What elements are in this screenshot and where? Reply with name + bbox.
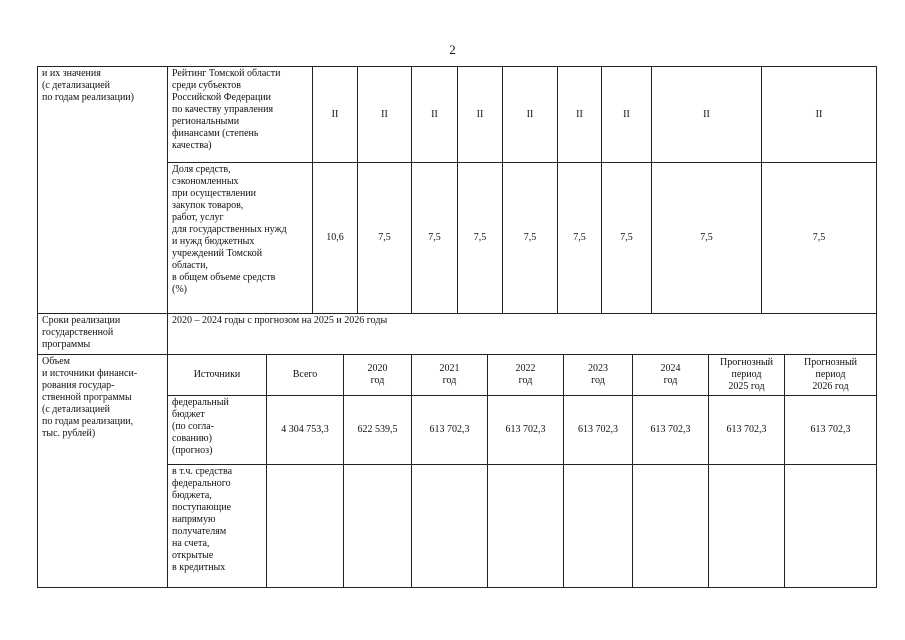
federal-direct-2026-cell [784,464,877,588]
federal-2020-cell: 622 539,5 [343,395,412,465]
federal-2023-cell: 613 702,3 [563,395,633,465]
rating-2023-cell: II [457,66,503,163]
federal-2021-cell: 613 702,3 [411,395,488,465]
funding-header-2020: 2020 год [343,354,412,396]
terms-label-cell: Сроки реализации государственной программы [37,313,168,355]
federal-2022-cell: 613 702,3 [487,395,564,465]
federal-2024-cell: 613 702,3 [632,395,709,465]
savings-indicator-cell: Доля средств, сэкономленных при осуществлении закупок товаров, работ, услуг для государственных нужд и нужд бюджетных учреждений Томской области, в общем объеме средств (%) [167,162,313,314]
rating-extra2-cell: II [761,66,877,163]
savings-2024-cell: 7,5 [502,162,558,314]
page-number: 2 [449,42,456,57]
funding-header-2023: 2023 год [563,354,633,396]
rating-extra1-cell: II [651,66,762,163]
savings-extra2-cell: 7,5 [761,162,877,314]
federal-direct-2021-cell [411,464,488,588]
rating-2021-cell: II [357,66,412,163]
rating-indicator-cell: Рейтинг Томской области среди субъектов Российской Федерации по качеству управления региональными финансами (степень качества) [167,66,313,163]
savings-2020-cell: 10,6 [312,162,358,314]
federal-budget-label-cell: федеральный бюджет (по согла- сованию) (прогноз) [167,395,267,465]
savings-2026-cell: 7,5 [601,162,652,314]
savings-2025-cell: 7,5 [557,162,602,314]
funding-header-total: Всего [266,354,344,396]
federal-direct-2020-cell [343,464,412,588]
funding-header-2025: Прогнозный период 2025 год [708,354,785,396]
rating-2026-cell: II [601,66,652,163]
federal-2025-cell: 613 702,3 [708,395,785,465]
savings-2021-cell: 7,5 [357,162,412,314]
savings-extra1-cell: 7,5 [651,162,762,314]
federal-direct-total-cell [266,464,344,588]
federal-direct-label-cell: в т.ч. средства федерального бюджета, поступающие напрямую получателям на счета, открытые в кредитных [167,464,267,588]
federal-2026-cell: 613 702,3 [784,395,877,465]
rating-2025-cell: II [557,66,602,163]
rating-2020-cell: II [312,66,358,163]
funding-header-2026: Прогнозный период 2026 год [784,354,877,396]
indicators-label-cell: и их значения (с детализацией по годам реализации) [37,66,168,314]
savings-2023-cell: 7,5 [457,162,503,314]
savings-2022-cell: 7,5 [411,162,458,314]
rating-2022-cell: II [411,66,458,163]
funding-header-2022: 2022 год [487,354,564,396]
federal-direct-2025-cell [708,464,785,588]
rating-2024-cell: II [502,66,558,163]
funding-header-2021: 2021 год [411,354,488,396]
federal-direct-2022-cell [487,464,564,588]
funding-header-2024: 2024 год [632,354,709,396]
federal-direct-2023-cell [563,464,633,588]
funding-label-cell: Объем и источники финанси- рования государ- ственной программы (с детализацией по годам реализации, тыс. рублей) [37,354,168,588]
funding-header-sources: Источники [167,354,267,396]
federal-direct-2024-cell [632,464,709,588]
federal-total-cell: 4 304 753,3 [266,395,344,465]
terms-value-cell: 2020 – 2024 годы с прогнозом на 2025 и 2026 годы [167,313,877,355]
